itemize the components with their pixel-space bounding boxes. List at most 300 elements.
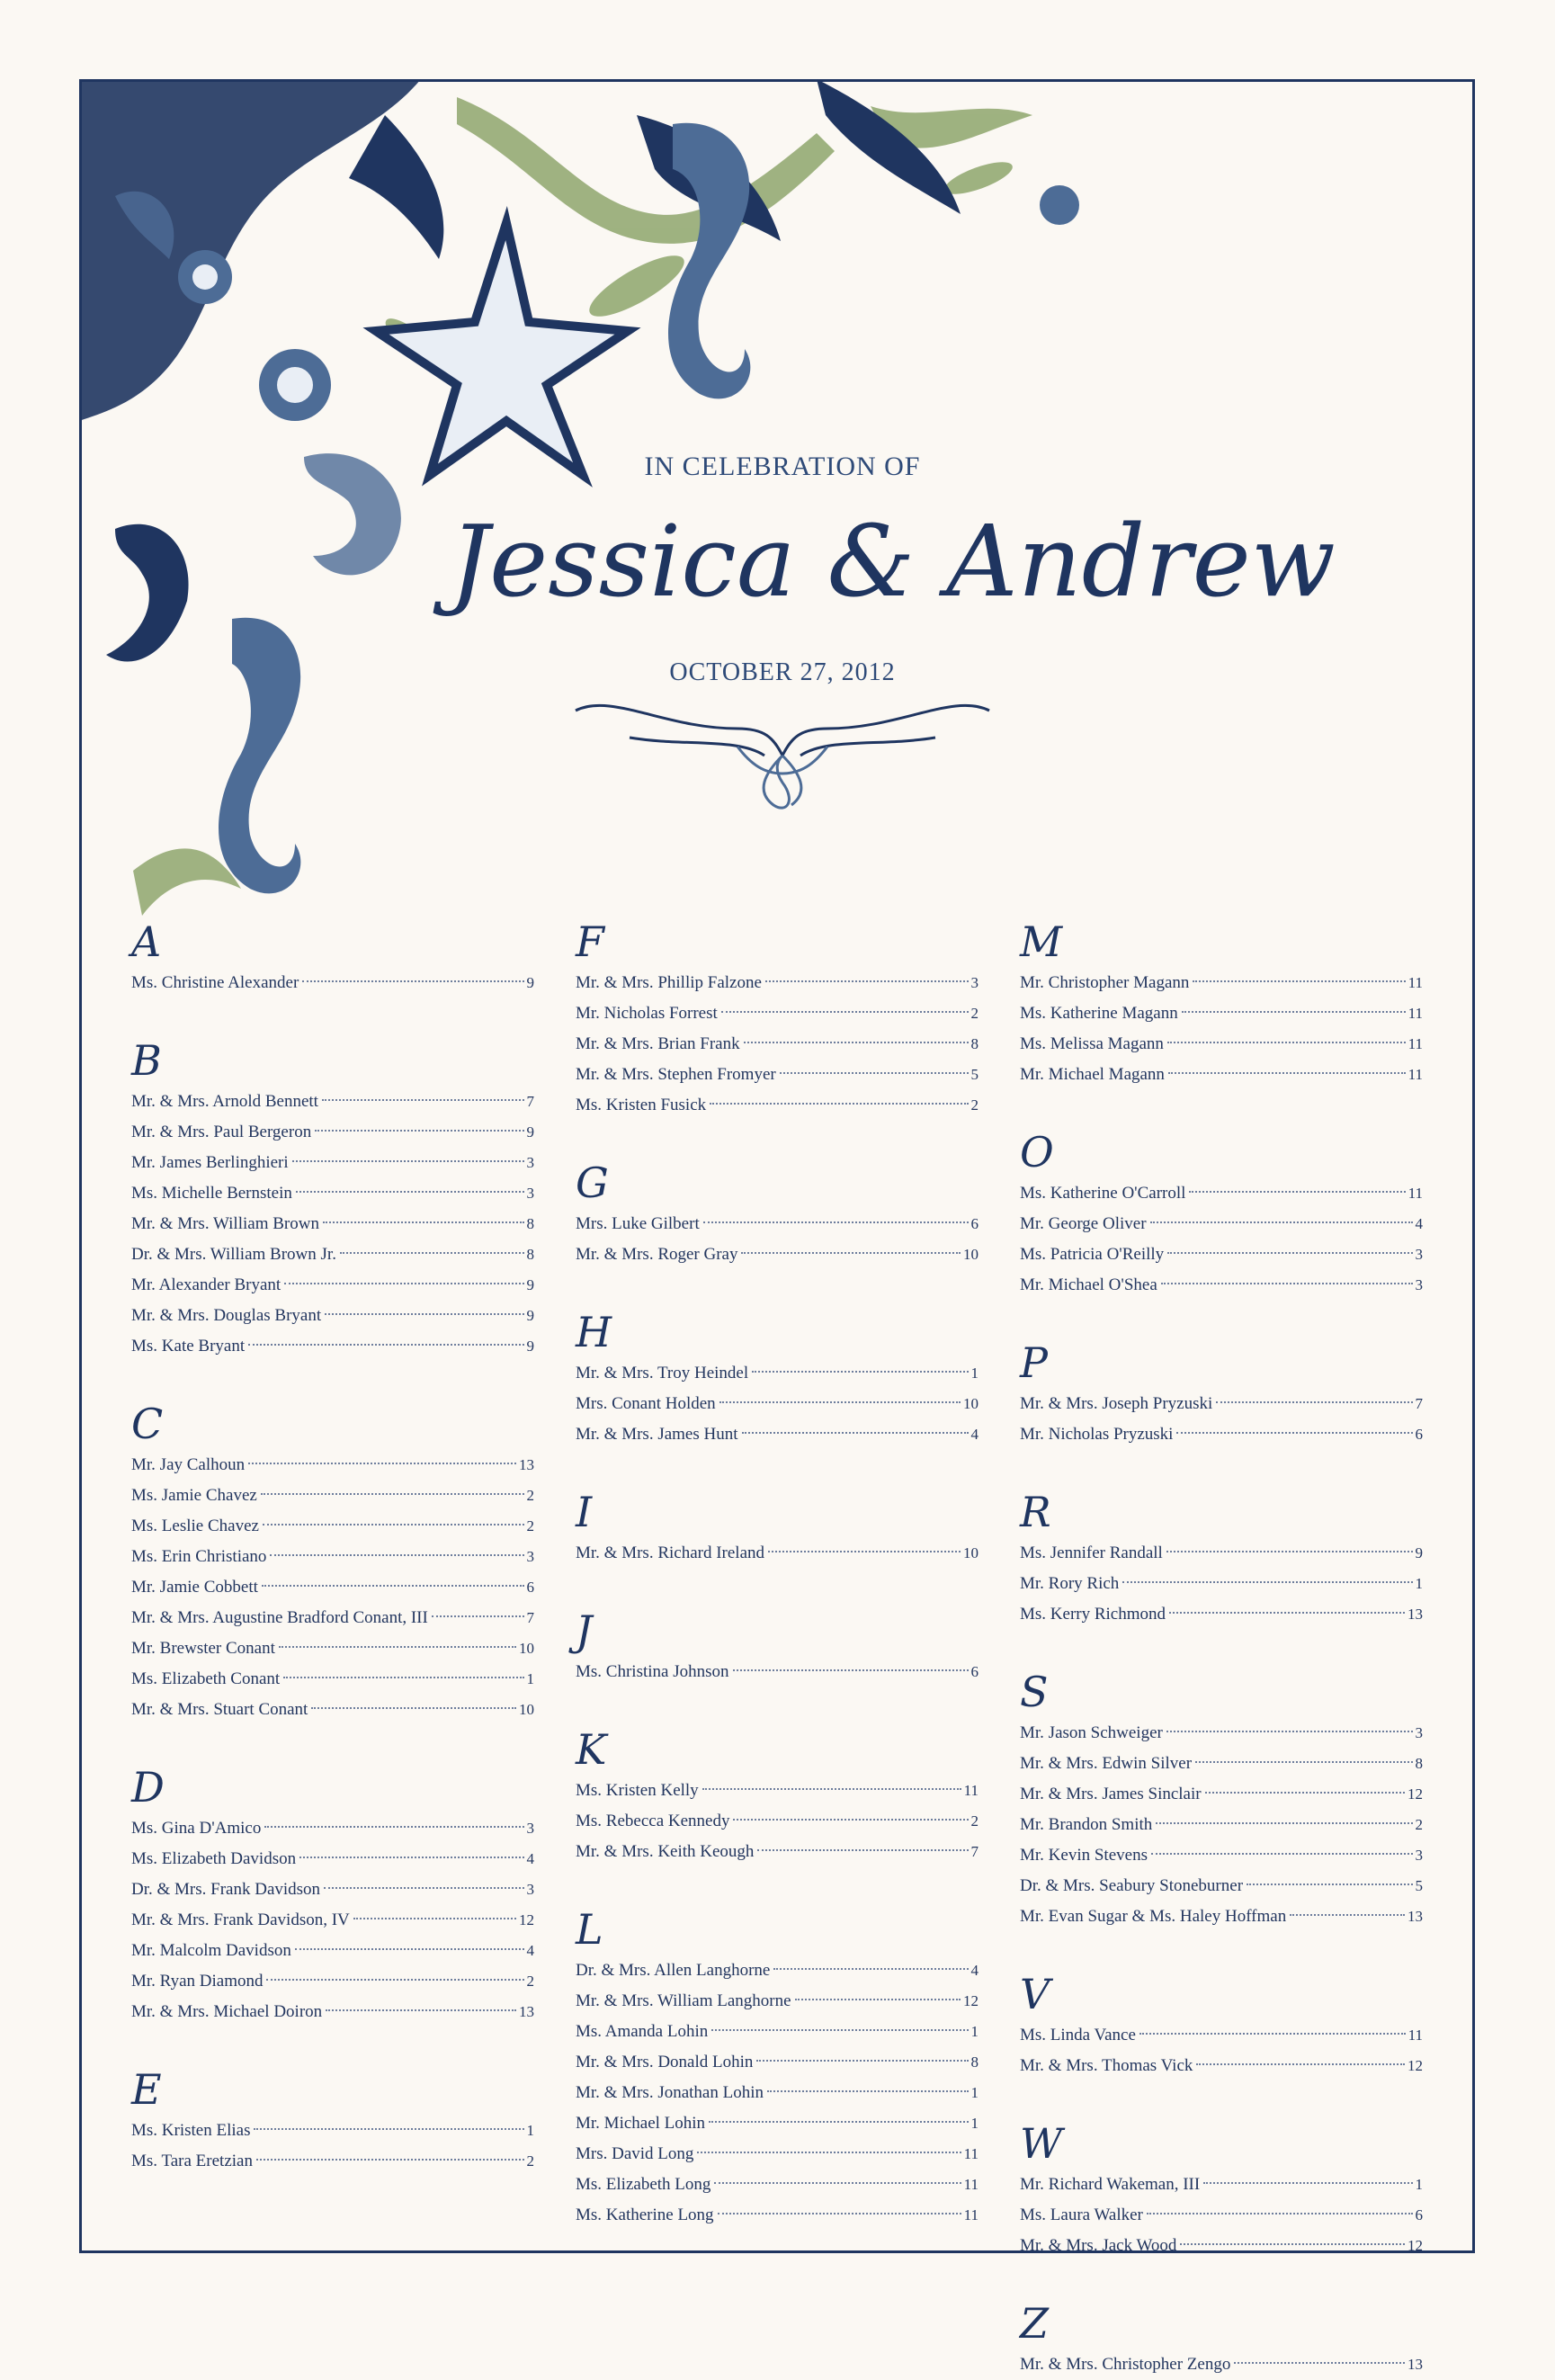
- dot-leader: [714, 2182, 961, 2184]
- guest-entry: [576, 1029, 979, 1060]
- guest-name: Ms. Michelle Bernstein: [131, 1184, 292, 1203]
- table-number: 1: [526, 1670, 534, 1687]
- table-number: 3: [1415, 1847, 1423, 1864]
- guest-entry: [1020, 1779, 1423, 1810]
- guest-entry: [131, 1603, 534, 1633]
- guest-name: Ms. Kate Bryant: [131, 1337, 246, 1356]
- guest-entry: [576, 1239, 979, 1270]
- guest-name: Mr. Richard Wakeman, III: [1020, 2175, 1201, 2194]
- dot-leader: [756, 2060, 968, 2062]
- table-number: 4: [526, 1850, 534, 1867]
- guest-name: Mr. Jason Schweiger: [1020, 1723, 1163, 1742]
- table-number: 3: [526, 1820, 534, 1837]
- dot-leader: [709, 2121, 968, 2123]
- dot-leader: [1167, 1252, 1412, 1254]
- guest-name: Ms. Christine Alexander: [131, 973, 299, 992]
- guest-entry: [131, 1117, 534, 1148]
- guest-column-3: [1020, 916, 1423, 2380]
- dot-leader: [733, 1669, 969, 1671]
- guest-name: Mr. & Mrs. Stephen Fromyer: [576, 1065, 776, 1084]
- table-number: 11: [963, 2145, 979, 2162]
- guest-entry: [131, 1450, 534, 1481]
- guest-name: Mr. & Mrs. Edwin Silver: [1020, 1754, 1193, 1773]
- guest-name: Ms. Leslie Chavez: [131, 1517, 259, 1535]
- guest-entry: [576, 1060, 979, 1090]
- guest-name: Mr. Jay Calhoun: [131, 1455, 246, 1474]
- guest-name: Ms. Katherine Long: [576, 2206, 714, 2224]
- guest-name: Mr. & Mrs. Augustine Bradford Conant, III: [131, 1608, 428, 1627]
- guest-entry: [131, 1997, 534, 2027]
- table-number: 10: [963, 1544, 979, 1561]
- table-number: 4: [526, 1942, 534, 1959]
- dot-leader: [248, 1463, 516, 1464]
- section-letter: L: [576, 1905, 603, 1954]
- guest-name: Ms. Elizabeth Long: [576, 2175, 711, 2194]
- guest-entry: [576, 1776, 979, 1806]
- guest-column-2: [576, 916, 979, 2231]
- dot-leader: [765, 980, 969, 982]
- table-number: 1: [1415, 1575, 1423, 1592]
- table-number: 13: [519, 1456, 534, 1473]
- section-letter: K: [576, 1725, 607, 1774]
- guest-name: Mr. & Mrs. Stuart Conant: [131, 1700, 308, 1719]
- table-number: 10: [519, 1640, 534, 1657]
- section-h: [576, 1306, 979, 1450]
- guest-name: Ms. Christina Johnson: [576, 1662, 729, 1681]
- dot-leader: [752, 1371, 968, 1373]
- dot-leader: [1147, 2213, 1413, 2214]
- dot-leader: [323, 1221, 524, 1223]
- guest-name: Dr. & Mrs. Frank Davidson: [131, 1880, 321, 1899]
- dot-leader: [299, 1857, 523, 1858]
- guest-name: Mrs. Luke Gilbert: [576, 1214, 700, 1233]
- dot-leader: [703, 1221, 969, 1223]
- guest-name: Mr. Alexander Bryant: [131, 1275, 282, 1294]
- table-number: 6: [970, 1663, 979, 1680]
- dot-leader: [1139, 2033, 1406, 2035]
- dot-leader: [795, 1999, 961, 2000]
- dot-leader: [311, 1707, 516, 1709]
- guest-name: Mr. & Mrs. Troy Heindel: [576, 1364, 749, 1382]
- section-w: [1020, 2117, 1423, 2261]
- section-s: [1020, 1666, 1423, 1932]
- dot-leader: [1247, 1883, 1412, 1885]
- guest-entry: [131, 1239, 534, 1270]
- dot-leader: [1169, 1612, 1405, 1614]
- section-z: [1020, 2297, 1423, 2380]
- table-number: 3: [526, 1881, 534, 1898]
- dot-leader: [1203, 2182, 1412, 2184]
- section-g: [576, 1157, 979, 1270]
- guest-entry: [131, 1905, 534, 1936]
- table-number: 12: [519, 1911, 534, 1928]
- dot-leader: [315, 1130, 523, 1132]
- guest-name: Mr. & Mrs. Jack Wood: [1020, 2236, 1177, 2255]
- table-number: 8: [526, 1246, 534, 1263]
- guest-entry: [1020, 1060, 1423, 1090]
- guest-name: Mr. Michael Lohin: [576, 2114, 706, 2133]
- section-e: [131, 2063, 534, 2177]
- table-number: 2: [526, 1517, 534, 1534]
- guest-entry: [1020, 1569, 1423, 1599]
- table-number: 3: [1415, 1276, 1423, 1293]
- guest-entry: [1020, 2349, 1423, 2380]
- guest-name: Ms. Tara Eretzian: [131, 2152, 253, 2170]
- table-number: 11: [1408, 1066, 1423, 1083]
- section-a: [131, 916, 534, 998]
- table-number: 1: [970, 2115, 979, 2132]
- dot-leader: [353, 1918, 516, 1919]
- guest-name: Mr. & Mrs. Donald Lohin: [576, 2053, 754, 2071]
- dot-leader: [279, 1646, 516, 1648]
- table-number: 8: [970, 2053, 979, 2071]
- guest-entry: [1020, 998, 1423, 1029]
- guest-name: Mr. & Mrs. Brian Frank: [576, 1034, 740, 1053]
- couple-names: Jessica & Andrew: [450, 504, 1336, 619]
- guest-entry: [131, 1695, 534, 1725]
- section-f: [576, 916, 979, 1121]
- dot-leader: [780, 1072, 969, 1074]
- dot-leader: [741, 1252, 961, 1254]
- dot-leader: [256, 2159, 524, 2161]
- dot-leader: [1182, 1011, 1406, 1013]
- table-number: 11: [1408, 974, 1423, 991]
- guest-name: Ms. Gina D'Amico: [131, 1819, 262, 1838]
- dot-leader: [270, 1554, 523, 1556]
- guest-name: Mr. & Mrs. Thomas Vick: [1020, 2056, 1193, 2075]
- table-number: 9: [526, 1123, 534, 1141]
- guest-entry: [576, 1806, 979, 1837]
- table-number: 12: [963, 1992, 979, 2009]
- guest-name: Dr. & Mrs. Seabury Stoneburner: [1020, 1876, 1244, 1895]
- guest-name: Ms. Kristen Fusick: [576, 1096, 707, 1114]
- guest-name: Mr. Michael Magann: [1020, 1065, 1165, 1084]
- guest-entry: [131, 1572, 534, 1603]
- section-letter: R: [1020, 1488, 1051, 1536]
- section-r: [1020, 1486, 1423, 1630]
- table-number: 9: [526, 974, 534, 991]
- table-number: 13: [1408, 1908, 1423, 1925]
- celebration-line: IN CELEBRATION OF: [644, 452, 921, 481]
- table-number: 6: [1415, 2206, 1423, 2223]
- guest-name: Ms. Kristen Elias: [131, 2121, 251, 2140]
- table-number: 11: [1408, 1005, 1423, 1022]
- guest-name: Mr. & Mrs. Roger Gray: [576, 1245, 738, 1264]
- guest-entry: [131, 1966, 534, 1997]
- section-i: [576, 1486, 979, 1569]
- dot-leader: [721, 1011, 969, 1013]
- dot-leader: [711, 2029, 968, 2031]
- table-number: 2: [526, 2152, 534, 2170]
- guest-entry: [576, 2017, 979, 2047]
- table-number: 1: [1415, 2176, 1423, 2193]
- guest-entry: [1020, 1538, 1423, 1569]
- dot-leader: [254, 2128, 523, 2130]
- guest-entry: [576, 2078, 979, 2108]
- guest-entry: [576, 968, 979, 998]
- guest-name: Ms. Kerry Richmond: [1020, 1605, 1166, 1624]
- flourish-divider: [558, 693, 1007, 819]
- dot-leader: [1234, 2362, 1405, 2364]
- dot-leader: [1216, 1401, 1412, 1403]
- section-letter: W: [1020, 2119, 1063, 2168]
- dot-leader: [302, 980, 523, 982]
- dot-leader: [1168, 1072, 1406, 1074]
- table-number: 2: [970, 1005, 979, 1022]
- guest-entry: [576, 2170, 979, 2200]
- guest-name: Ms. Katherine Magann: [1020, 1004, 1178, 1023]
- dot-leader: [1166, 1551, 1413, 1552]
- dot-leader: [1150, 1221, 1413, 1223]
- guest-name: Ms. Amanda Lohin: [576, 2022, 709, 2041]
- guest-name: Ms. Jennifer Randall: [1020, 1543, 1163, 1562]
- guest-entry: [576, 2200, 979, 2231]
- guest-name: Mr. & Mrs. Keith Keough: [576, 1842, 755, 1861]
- guest-entry: [131, 1270, 534, 1301]
- table-number: 9: [526, 1338, 534, 1355]
- dot-leader: [1122, 1581, 1412, 1583]
- guest-entry: [131, 1481, 534, 1511]
- guest-entry: [576, 1419, 979, 1450]
- table-number: 13: [1408, 1606, 1423, 1623]
- dot-leader: [1166, 1731, 1413, 1732]
- guest-entry: [1020, 968, 1423, 998]
- guest-name: Ms. Linda Vance: [1020, 2026, 1136, 2044]
- guest-name: Dr. & Mrs. William Brown Jr.: [131, 1245, 336, 1264]
- dot-leader: [322, 1099, 524, 1101]
- table-number: 4: [970, 1962, 979, 1979]
- section-letter: C: [131, 1400, 164, 1448]
- section-v: [1020, 1968, 1423, 2081]
- section-letter: A: [131, 917, 162, 966]
- guest-entry: [576, 1090, 979, 1121]
- table-number: 1: [970, 1364, 979, 1382]
- dot-leader: [757, 1849, 968, 1851]
- dot-leader: [432, 1615, 524, 1617]
- dot-leader: [768, 1551, 961, 1552]
- guest-name: Mrs. David Long: [576, 2144, 694, 2163]
- table-number: 2: [970, 1096, 979, 1114]
- guest-name: Mr. Nicholas Forrest: [576, 1004, 718, 1023]
- guest-entry: [1020, 1178, 1423, 1209]
- dot-leader: [1205, 1792, 1405, 1794]
- dot-leader: [1189, 1191, 1405, 1193]
- guest-name: Mr. & Mrs. Phillip Falzone: [576, 973, 762, 992]
- guest-name: Mr. & Mrs. Douglas Bryant: [131, 1306, 322, 1325]
- section-letter: I: [576, 1488, 593, 1536]
- table-number: 3: [526, 1548, 534, 1565]
- guest-name: Mr. Jamie Cobbett: [131, 1578, 258, 1597]
- guest-name: Mr. Nicholas Pryzuski: [1020, 1425, 1174, 1444]
- table-number: 10: [963, 1395, 979, 1412]
- guest-entry: [131, 968, 534, 998]
- dot-leader: [1195, 1761, 1412, 1763]
- dot-leader: [697, 2152, 961, 2153]
- guest-entry: [576, 1657, 979, 1687]
- guest-entry: [576, 1986, 979, 2017]
- table-number: 9: [1415, 1544, 1423, 1561]
- section-letter: B: [131, 1036, 162, 1085]
- dot-leader: [773, 1968, 968, 1970]
- guest-name: Ms. Elizabeth Davidson: [131, 1849, 297, 1868]
- guest-name: Mr. Kevin Stevens: [1020, 1846, 1148, 1865]
- guest-name: Mr. Rory Rich: [1020, 1574, 1120, 1593]
- dot-leader: [266, 1979, 523, 1981]
- guest-entry: [1020, 1871, 1423, 1901]
- table-number: 10: [963, 1246, 979, 1263]
- dot-leader: [733, 1819, 968, 1821]
- section-letter: E: [131, 2065, 162, 2114]
- dot-leader: [248, 1344, 523, 1346]
- guest-name: Ms. Melissa Magann: [1020, 1034, 1164, 1053]
- table-number: 3: [1415, 1246, 1423, 1263]
- guest-entry: [131, 1087, 534, 1117]
- section-letter: F: [576, 917, 604, 966]
- guest-name: Mr. Michael O'Shea: [1020, 1275, 1157, 1294]
- table-number: 11: [1408, 1185, 1423, 1202]
- dot-leader: [744, 1042, 969, 1043]
- guest-name: Ms. Kristen Kelly: [576, 1781, 699, 1800]
- dot-leader: [1176, 1432, 1412, 1434]
- guest-name: Mr. & Mrs. Jonathan Lohin: [576, 2083, 764, 2102]
- guest-entry: [1020, 2051, 1423, 2081]
- guest-entry: [131, 1936, 534, 1966]
- table-number: 2: [526, 1973, 534, 1990]
- table-number: 13: [519, 2003, 534, 2020]
- guest-entry: [576, 1209, 979, 1239]
- guest-entry: [576, 1955, 979, 1986]
- table-number: 4: [1415, 1215, 1423, 1232]
- guest-column-1: [131, 916, 534, 2177]
- table-number: 10: [519, 1701, 534, 1718]
- table-number: 12: [1408, 2057, 1423, 2074]
- guest-entry: [1020, 1270, 1423, 1301]
- guest-entry: [1020, 1749, 1423, 1779]
- guest-entry: [1020, 1718, 1423, 1749]
- table-number: 11: [1408, 1035, 1423, 1052]
- guest-name: Ms. Rebecca Kennedy: [576, 1812, 730, 1830]
- dot-leader: [1290, 1914, 1405, 1916]
- table-number: 8: [1415, 1755, 1423, 1772]
- guest-entry: [131, 1874, 534, 1905]
- section-o: [1020, 1126, 1423, 1301]
- guest-entry: [1020, 2200, 1423, 2231]
- guest-entry: [1020, 2170, 1423, 2200]
- dot-leader: [1193, 980, 1405, 982]
- guest-entry: [576, 1389, 979, 1419]
- table-number: 3: [526, 1185, 534, 1202]
- guest-name: Mr. & Mrs. Frank Davidson, IV: [131, 1910, 350, 1929]
- dot-leader: [261, 1493, 524, 1495]
- guest-entry: [131, 1511, 534, 1542]
- section-m: [1020, 916, 1423, 1090]
- guest-name: Mr. & Mrs. William Brown: [131, 1214, 319, 1233]
- guest-entry: [131, 1633, 534, 1664]
- guest-name: Mr. & Mrs. Joseph Pryzuski: [1020, 1394, 1213, 1413]
- guest-entry: [131, 2146, 534, 2177]
- event-date: OCTOBER 27, 2012: [669, 658, 896, 686]
- dot-leader: [1151, 1853, 1413, 1855]
- table-number: 3: [526, 1154, 534, 1171]
- guest-name: Dr. & Mrs. Allen Langhorne: [576, 1961, 771, 1980]
- table-number: 11: [963, 2176, 979, 2193]
- guest-entry: [1020, 1029, 1423, 1060]
- guest-entry: [576, 1358, 979, 1389]
- dot-leader: [719, 1401, 961, 1403]
- guest-name: Mr. George Oliver: [1020, 1214, 1147, 1233]
- guest-entry: [1020, 1239, 1423, 1270]
- section-letter: O: [1020, 1128, 1054, 1177]
- dot-leader: [326, 2009, 516, 2011]
- table-number: 9: [526, 1276, 534, 1293]
- section-p: [1020, 1337, 1423, 1450]
- guest-entry: [131, 1209, 534, 1239]
- section-letter: G: [576, 1159, 609, 1207]
- dot-leader: [742, 1432, 969, 1434]
- guest-entry: [131, 1813, 534, 1844]
- dot-leader: [295, 1948, 524, 1950]
- dot-leader: [1167, 1042, 1406, 1043]
- guest-entry: [1020, 1599, 1423, 1630]
- dot-leader: [702, 1788, 961, 1790]
- guest-name: Mr. Brandon Smith: [1020, 1815, 1153, 1834]
- table-number: 7: [970, 1843, 979, 1860]
- guest-name: Mr. & Mrs. Paul Bergeron: [131, 1123, 312, 1141]
- section-letter: J: [576, 1606, 593, 1655]
- guest-name: Ms. Erin Christiano: [131, 1547, 267, 1566]
- table-number: 6: [970, 1215, 979, 1232]
- guest-name: Ms. Patricia O'Reilly: [1020, 1245, 1165, 1264]
- guest-name: Ms. Katherine O'Carroll: [1020, 1184, 1186, 1203]
- guest-entry: [1020, 1209, 1423, 1239]
- section-k: [576, 1723, 979, 1867]
- table-number: 7: [1415, 1395, 1423, 1412]
- guest-entry: [576, 998, 979, 1029]
- dot-leader: [718, 2213, 961, 2214]
- guest-entry: [131, 1664, 534, 1695]
- guest-name: Mr. & Mrs. James Hunt: [576, 1425, 738, 1444]
- guest-entry: [131, 1331, 534, 1362]
- guest-entry: [131, 1178, 534, 1209]
- guest-entry: [131, 1148, 534, 1178]
- table-number: 2: [526, 1487, 534, 1504]
- table-number: 3: [1415, 1724, 1423, 1741]
- guest-entry: [131, 1844, 534, 1874]
- table-number: 5: [970, 1066, 979, 1083]
- guest-name: Mr. Christopher Magann: [1020, 973, 1190, 992]
- dot-leader: [296, 1191, 524, 1193]
- guest-entry: [131, 1301, 534, 1331]
- guest-name: Mr. & Mrs. Arnold Bennett: [131, 1092, 318, 1111]
- dot-leader: [1180, 2243, 1405, 2245]
- guest-entry: [131, 1542, 534, 1572]
- dot-leader: [292, 1160, 524, 1162]
- table-number: 1: [970, 2084, 979, 2101]
- guest-entry: [1020, 1810, 1423, 1840]
- section-c: [131, 1398, 534, 1725]
- table-number: 8: [970, 1035, 979, 1052]
- table-number: 11: [1408, 2027, 1423, 2044]
- table-number: 1: [970, 2023, 979, 2040]
- table-number: 11: [963, 2206, 979, 2223]
- table-number: 7: [526, 1093, 534, 1110]
- guest-entry: [1020, 1840, 1423, 1871]
- guest-name: Mr. Brewster Conant: [131, 1639, 275, 1658]
- guest-entry: [1020, 2231, 1423, 2261]
- guest-name: Mr. & Mrs. Michael Doiron: [131, 2002, 323, 2021]
- table-number: 6: [526, 1579, 534, 1596]
- guest-entry: [576, 2108, 979, 2139]
